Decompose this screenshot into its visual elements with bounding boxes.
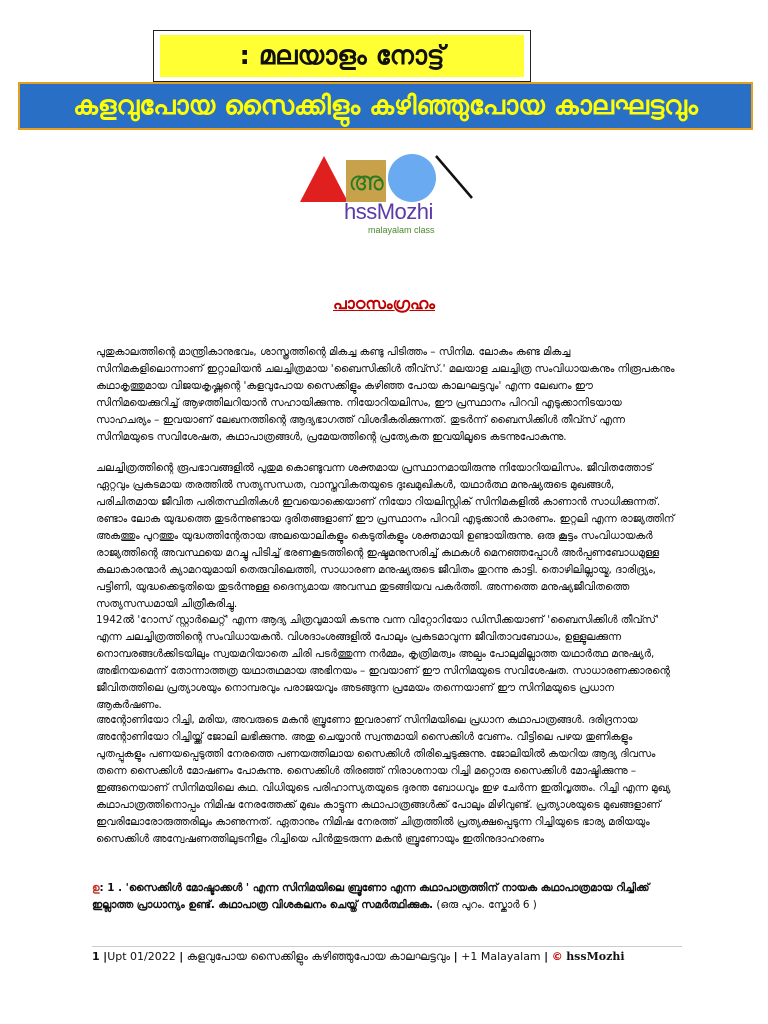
subject-title-box — [153, 30, 531, 82]
logo-triangle — [300, 156, 348, 202]
footer-sep-1: | — [103, 950, 108, 963]
logo-glyph: അ — [348, 167, 384, 197]
copyright-icon: © — [551, 950, 563, 963]
footer-sep-2: | — [179, 950, 184, 963]
section-heading: പാഠസംഗ്രഹം — [332, 294, 436, 313]
question-text: 'സൈക്കിൾ മോഷ്ടാക്കൾ ' എന്ന സിനിമയിലെ ബ്രൂണോ എന്ന കഥാപാത്രത്തിന് നായക കഥാപാത്രമായ റിച്ചിക്ക് ഇല്ലാത്ത പ്രാധാന്യം ഉണ്ട്. കഥാപാത്ര വിശകലനം ചെയ്ത് സമർത്ഥിക്കുക. — [92, 882, 650, 911]
footer-sep-4: | — [544, 950, 549, 963]
footer-code: Upt 01/2022 — [107, 950, 176, 963]
footer-class: +1 Malayalam — [461, 950, 541, 963]
paragraph-1: പുതുകാലത്തിന്റെ മാന്ത്രികാനുഭവം, ശാസ്ത്രത്തിന്റെ മികച്ച കണ്ടു പിടിത്തം – സിനിമ. ലോകം കണ്ട മികച്ച സിനിമകളിലൊന്നാണ് ഇറ്റാലിയൻ ചലച്ചിത്രമായ 'ബൈസിക്കിൾ തീവ്സ്.' മലയാള ചലച്ചിത്ര സംവിധായകനും നിരൂപകനും കഥാകൃത്തുമായ വിജയകൃഷ്ണന്റെ 'കളവുപോയ സൈക്കിളും കഴിഞ്ഞ പോയ കാലഘട്ടവും' എന്ന ലേഖനം ഈ സിനിമയെക്കുറിച്ച് ആഴത്തിലറിയാൻ സഹായിക്കുന്നു. നിയോറിയലിസം, ഈ പ്രസ്ഥാനം പിറവി എടുക്കാനിടയായ സാഹചര്യം – ഇവയാണ് ലേഖനത്തിന്റെ ആദ്യഭാഗത്ത് വിശദീകരിക്കുന്നത്. തുടർന്ന് ബൈസിക്കിൾ തീവ്സ് എന്ന സിനിമയുടെ സവിശേഷത, കഥാപാത്രങ്ങൾ, പ്രമേയത്തിന്റെ പ്രത്യേകത ഇവയിലൂടെ കടന്നുപോകുന്നു. — [96, 346, 675, 443]
subject-title: : മലയാളം നോട്ട് — [160, 35, 524, 77]
page-footer — [92, 950, 692, 964]
footer-sep-3: | — [453, 950, 458, 963]
footer-title: കളവുപോയ സൈക്കിളും കഴിഞ്ഞുപോയ കാലഘട്ടവും — [186, 950, 451, 963]
question-marks: (ഒരു പുറം. സ്കോർ 6 ) — [436, 899, 537, 911]
paragraph-2: ചലച്ചിത്രത്തിന്റെ രൂപഭാവങ്ങളിൽ പുതുമ കൊണ്ടുവന്ന ശക്തമായ പ്രസ്ഥാനമായിരുന്നു നിയോറിയലിസം. ജീവിതത്തോട് ഏറ്റവും പ്രകടമായ തരത്തിൽ സത്യസന്ധത, വാസ്തവികതയുടെ ദുഃഖമുഖികൾ, യഥാർത്ഥ മനുഷ്യരുടെ മുഖങ്ങൾ, പരിചിതമായ ജീവിത പരിതസ്ഥിതികൾ ഇവയൊക്കെയാണ് നിയോ റിയലിസ്റ്റിക് സിനിമകളിൽ കാണാൻ സാധിക്കുന്നത്. രണ്ടാം ലോക യുദ്ധത്തെ തുടർന്നുണ്ടായ ദുരിതങ്ങളാണ് ഈ പ്രസ്ഥാനം പിറവി എടുക്കാൻ കാരണം. ഇറ്റലി എന്ന രാജ്യത്തിന് അകത്തും പുറത്തും യുദ്ധത്തിന്റേതായ അലയൊലികളും കെടുതികളും ശക്തമായി ഉണ്ടായിരുന്നു. ഒരു കൂട്ടം സംവിധായകർ രാജ്യത്തിന്റെ അവസ്ഥയെ മറച്ചു പിടിച്ച് ഭരണകൂടത്തിന്റെ ഇഷ്ടമനുസരിച്ച് കഥകൾ മെനഞ്ഞപ്പോൾ അർപ്പണബോധമുള്ള കലാകാരന്മാർ ക്യാമറയുമായി തെരുവിലെത്തി, സാധാരണ മനുഷ്യരുടെ ജീവിതം തുറന്നു കാട്ടി. തൊഴിലില്ലായ്മ, ദാരിദ്ര്യം, പട്ടിണി, യുദ്ധക്കെടുതിയെ തുടർന്നുള്ള ദൈന്യമായ അവസ്ഥ തുടങ്ങിയവ പകർത്തി. അന്നത്തെ മനുഷ്യജീവിതത്തെ സത്യസന്ധമായി ചിത്രീകരിച്ചു. — [96, 462, 675, 610]
lesson-title-banner: കളവുപോയ സൈക്കിളും കഴിഞ്ഞുപോയ കാലഘട്ടവും — [18, 82, 753, 130]
logo-name: hssMozhi — [344, 199, 433, 224]
question-icon: ഉ — [92, 882, 100, 894]
logo-slash — [436, 156, 472, 198]
footer-divider — [92, 946, 682, 947]
question-block — [92, 880, 682, 914]
question-number: : 1 . — [99, 882, 126, 894]
logo-circle — [388, 154, 436, 202]
logo-tagline: malayalam class — [368, 225, 435, 235]
paragraph-4: അന്റോണിയോ റിച്ചി, മരിയ, അവരുടെ മകൻ ബ്രൂണോ ഇവരാണ് സിനിമയിലെ പ്രധാന കഥാപാത്രങ്ങൾ. ദരിദ്രനായ അന്റോണിയോ റിച്ചിയ്ക്ക് ജോലി ലഭിക്കുന്നു. അതു ചെയ്യാൻ സ്വന്തമായി സൈക്കിൾ വേണം. വീട്ടിലെ പഴയ തുണികളും പുതപ്പുകളും പണയപ്പെടുത്തി നേരത്തെ പണയത്തിലായ സൈക്കിൾ തിരിച്ചെടുക്കുന്നു. ജോലിയിൽ കയറിയ ആദ്യ ദിവസം തന്നെ സൈക്കിൾ മോഷണം പോകുന്നു. സൈക്കിൾ തിരഞ്ഞ് നിരാശനായ റിച്ചി മറ്റൊരു സൈക്കിൾ മോഷ്ടിക്കുന്നു – ഇങ്ങനെയാണ് സിനിമയിലെ കഥ. വിധിയുടെ പരിഹാസ്യതയുടെ ദുരന്ത ബോധവും ഇഴ ചേർന്ന ഇതിവൃത്തം. റിച്ചി എന്ന മുഖ്യ കഥാപാത്രത്തിനൊപ്പം നിമിഷ നേരത്തേക്ക് മുഖം കാട്ടുന്ന കഥാപാത്രങ്ങൾക്ക് പോലും മിഴിവുണ്ട്. പ്രത്യാശയുടെ മുഖങ്ങളാണ് ഇവരിലോരോരുത്തരിലും കാണുന്നത്. ഏതാനും നിമിഷ നേരത്ത് ചിത്രത്തിൽ പ്രത്യക്ഷപ്പെടുന്ന റിച്ചിയുടെ ഭാര്യ മരിയയും സൈക്കിൾ അന്വേഷണത്തിലുടനീളം റിച്ചിയെ പിൻതുടരുന്ന മകൻ ബ്രൂണോയും ഇതിനുദാഹരണം — [96, 714, 671, 845]
page-number: 1 — [92, 950, 100, 963]
paragraph-3: 1942ൽ 'റോസ് സ്റ്റാർലെറ്റ്' എന്ന ആദ്യ ചിത്രവുമായി കടന്നു വന്ന വിറ്റോറിയോ ഡിസീക്കയാണ് 'ബൈസിക്കിൾ തീവ്സ്' എന്ന ചലച്ചിത്രത്തിന്റെ സംവിധായകൻ. വിശദാംശങ്ങളിൽ പോലും പ്രകടമാവുന്ന ജീവിതാവബോധം, ഉള്ളുലക്കുന്ന നൊമ്പരങ്ങൾക്കിടയിലും സ്വയമറിയാതെ ചിരി പടർത്തുന്ന നർമ്മം, കൃത്രിമത്വം അല്പം പോലുമില്ലാത്ത യഥാർത്ഥ മനുഷ്യർ, അഭിനയമെന്ന് തോന്നാത്തത്ര യഥാതഥമായ അഭിനയം – ഇവയാണ് ഈ സിനിമയുടെ സവിശേഷത. സാധാരണക്കാരന്റെ ജീവിതത്തിലെ പ്രത്യാശയും നൊമ്പരവും പരാജയവും അടങ്ങുന്ന പ്രമേയം തന്നെയാണ് ഈ സിനിമയുടെ പ്രധാന ആകർഷണം. — [96, 614, 670, 711]
footer-brand: hssMozhi — [566, 950, 625, 963]
